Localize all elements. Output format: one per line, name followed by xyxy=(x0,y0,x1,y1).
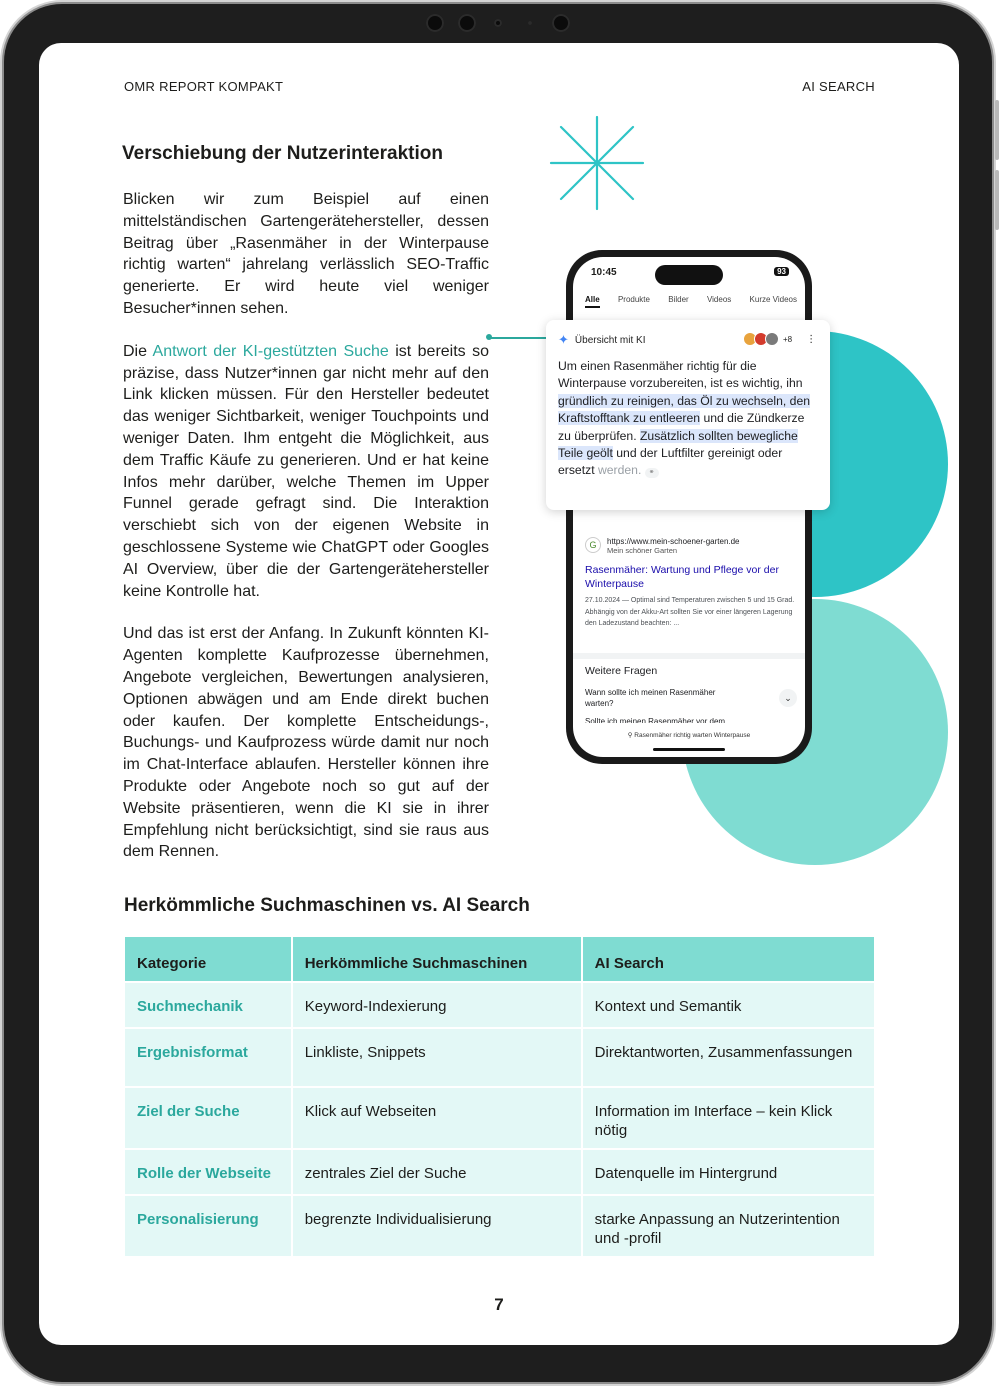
paragraph-3: Und das ist erst der Anfang. In Zukunft könnten KI-Agenten komplette Kaufprozesse übernehmen, Angebote vergleichen, Bewertungen analysieren, Optionen abwägen und am Ende direkt buchen oder kaufen. Der komplette Entscheidungs-, Buchungs- und Kaufprozess würde damit nur noch im Chat-Interface ablaufen. Hersteller können ihre Produkte oder Angebote noch so gut auf der Website präsentieren, wenn die KI sie in ihrer Empfehlung nicht berücksichtigt, sind sie raus aus dem Rennen. xyxy=(123,625,489,861)
column-header: AI Search xyxy=(583,937,874,981)
ai-cell: Direktantworten, Zusammenfassungen xyxy=(583,1029,874,1086)
highlight-link-text: Antwort der KI-gestützten Suche xyxy=(152,342,389,360)
divider xyxy=(573,653,805,659)
result-url: https://www.mein-schoener-garten.de xyxy=(607,537,740,546)
more-options-icon[interactable]: ⋮ xyxy=(806,333,817,345)
column-header: Kategorie xyxy=(125,937,291,981)
search-query-text: Rasenmäher richtig warten Winterpause xyxy=(634,732,751,739)
starburst-icon xyxy=(549,115,645,211)
category-cell: Ergebnisformat xyxy=(125,1029,291,1086)
tab-kurze-videos[interactable]: Kurze Videos xyxy=(749,295,797,304)
question-item[interactable]: Wann sollte ich meinen Rasenmäher warten? xyxy=(585,688,716,708)
paragraph-2 xyxy=(123,341,489,603)
ai-text-part: und die Zündkerze zu überprüfen. xyxy=(558,411,805,443)
tablet-side-button xyxy=(995,170,999,230)
search-tabs xyxy=(585,295,797,308)
table-row xyxy=(125,1150,874,1194)
tab-produkte[interactable]: Produkte xyxy=(617,295,650,304)
category-cell: Personalisierung xyxy=(125,1196,291,1256)
ai-text-highlight: Zusätzlich sollten bewegliche Teile geölt xyxy=(558,428,798,461)
paragraph-1: Blicken wir zum Beispiel auf einen mittelständischen Gartengerätehersteller, dessen Beitrag über „Rasenmäher in der Winterpause richtig warten“ jahrelang verlässlich SEO-Traffic generierte. Er wird heute viel weniger Besucher*innen sehen. xyxy=(123,191,489,317)
connector-line xyxy=(489,337,549,339)
ai-text-highlight: gründlich zu reinigen, das Öl zu wechseln, den Kraftstofftank zu entleeren xyxy=(558,393,811,426)
camera-bar xyxy=(420,12,580,34)
tablet-side-button xyxy=(995,100,999,160)
chevron-down-icon[interactable]: ⌄ xyxy=(779,689,797,707)
comparison-table xyxy=(123,935,876,1258)
classic-cell: Linkliste, Snippets xyxy=(293,1029,581,1086)
site-favicon-icon: G xyxy=(585,537,601,553)
ai-overview-card xyxy=(546,320,830,510)
home-indicator xyxy=(653,748,725,751)
table-row xyxy=(125,1029,874,1086)
table-header-row xyxy=(125,937,874,981)
classic-cell: Klick auf Webseiten xyxy=(293,1088,581,1148)
ai-text-part: und der Luftfilter gereinigt oder ersetzt xyxy=(558,446,783,478)
result-snippet: 27.10.2024 — Optimal sind Temperaturen zwischen 5 und 15 Grad. Abhängig von der Akku-Art sollten Sie vor einer längeren Lagerung den Ladezustand beachten: ... xyxy=(585,597,795,627)
classic-cell: begrenzte Individualisierung xyxy=(293,1196,581,1256)
more-questions xyxy=(585,665,797,723)
column-header: Herkömmliche Suchmaschinen xyxy=(293,937,581,981)
ai-text-fade: werden. xyxy=(597,463,642,478)
phone-time: 10:45 xyxy=(591,267,617,278)
tablet-screen xyxy=(39,43,959,1345)
tab-alle[interactable]: Alle xyxy=(585,295,600,308)
more-questions-title: Weitere Fragen xyxy=(585,665,658,677)
source-avatar xyxy=(765,332,779,346)
battery-indicator: 93 xyxy=(774,267,789,276)
table-title: Herkömmliche Suchmaschinen vs. AI Search xyxy=(124,895,530,916)
header-left: OMR REPORT KOMPAKT xyxy=(124,79,284,94)
paragraph-2-rest: ist bereits so präzise, dass Nutzer*innen gar nicht mehr auf den Link klicken müssen. Für den Hersteller bedeutet das weniger Sichtbarkeit, weniger Touchpoints und weniger Daten. Ihm entgeht die Möglichkeit, aus dem Traffic Käufe zu generieren. Und er hat keine Infos mehr darüber, welche Themen im Upper Funnel gerade gefragt sind. Die Interaktion verschiebt sich von der eigenen Website in geschlossene Systeme wie ChatGPT oder Googles AI Overview, über die der Gartengerätehersteller keine Kontrolle hat. xyxy=(123,342,489,600)
sparkle-icon: ✦ xyxy=(558,332,569,347)
source-count: +8 xyxy=(783,334,793,344)
category-cell: Suchmechanik xyxy=(125,983,291,1027)
search-result[interactable] xyxy=(585,537,795,630)
result-title[interactable]: Rasenmäher: Wartung und Pflege vor der Winterpause xyxy=(585,564,779,590)
section-heading: Verschiebung der Nutzerinteraktion xyxy=(122,143,443,164)
result-site-name: Mein schöner Garten xyxy=(607,546,678,555)
camera-lens xyxy=(552,14,570,32)
category-cell: Ziel der Suche xyxy=(125,1088,291,1148)
classic-cell: zentrales Ziel der Suche xyxy=(293,1150,581,1194)
search-icon: ⚲ xyxy=(627,732,635,739)
ai-cell: Kontext und Semantik xyxy=(583,983,874,1027)
ai-overview-header xyxy=(558,332,645,348)
ai-cell: Datenquelle im Hintergrund xyxy=(583,1150,874,1194)
header-right: AI SEARCH xyxy=(802,79,875,94)
ai-overview-text xyxy=(558,358,820,480)
page-number: 7 xyxy=(494,1295,504,1314)
link-icon[interactable]: ⚭ xyxy=(645,468,659,478)
classic-cell: Keyword-Indexierung xyxy=(293,983,581,1027)
category-cell: Rolle der Webseite xyxy=(125,1150,291,1194)
sensor xyxy=(528,21,532,25)
camera-lens xyxy=(426,14,444,32)
sensor xyxy=(494,19,502,27)
ai-cell: starke Anpassung an Nutzerintention und -profil xyxy=(583,1196,874,1256)
question-item[interactable]: Sollte ich meinen Rasenmäher vor dem ... xyxy=(585,717,734,723)
ai-overview-title: Übersicht mit KI xyxy=(574,334,646,346)
table-row xyxy=(125,983,874,1027)
table-row xyxy=(125,1088,874,1148)
ai-cell: Information im Interface – kein Klick nötig xyxy=(583,1088,874,1148)
camera-lens xyxy=(458,14,476,32)
connector-dot xyxy=(486,334,492,340)
table-row xyxy=(125,1196,874,1256)
search-query-bar[interactable] xyxy=(573,731,805,739)
tab-bilder[interactable]: Bilder xyxy=(668,295,689,304)
source-avatars[interactable] xyxy=(746,332,816,346)
tab-videos[interactable]: Videos xyxy=(706,295,732,304)
ai-text-part: Um einen Rasenmäher richtig für die Winterpause vorzubereiten, ist es wichtig, ihn xyxy=(558,359,803,391)
paragraph-2-prefix: Die xyxy=(123,342,153,360)
body-text xyxy=(123,189,489,884)
dynamic-island xyxy=(655,265,723,285)
